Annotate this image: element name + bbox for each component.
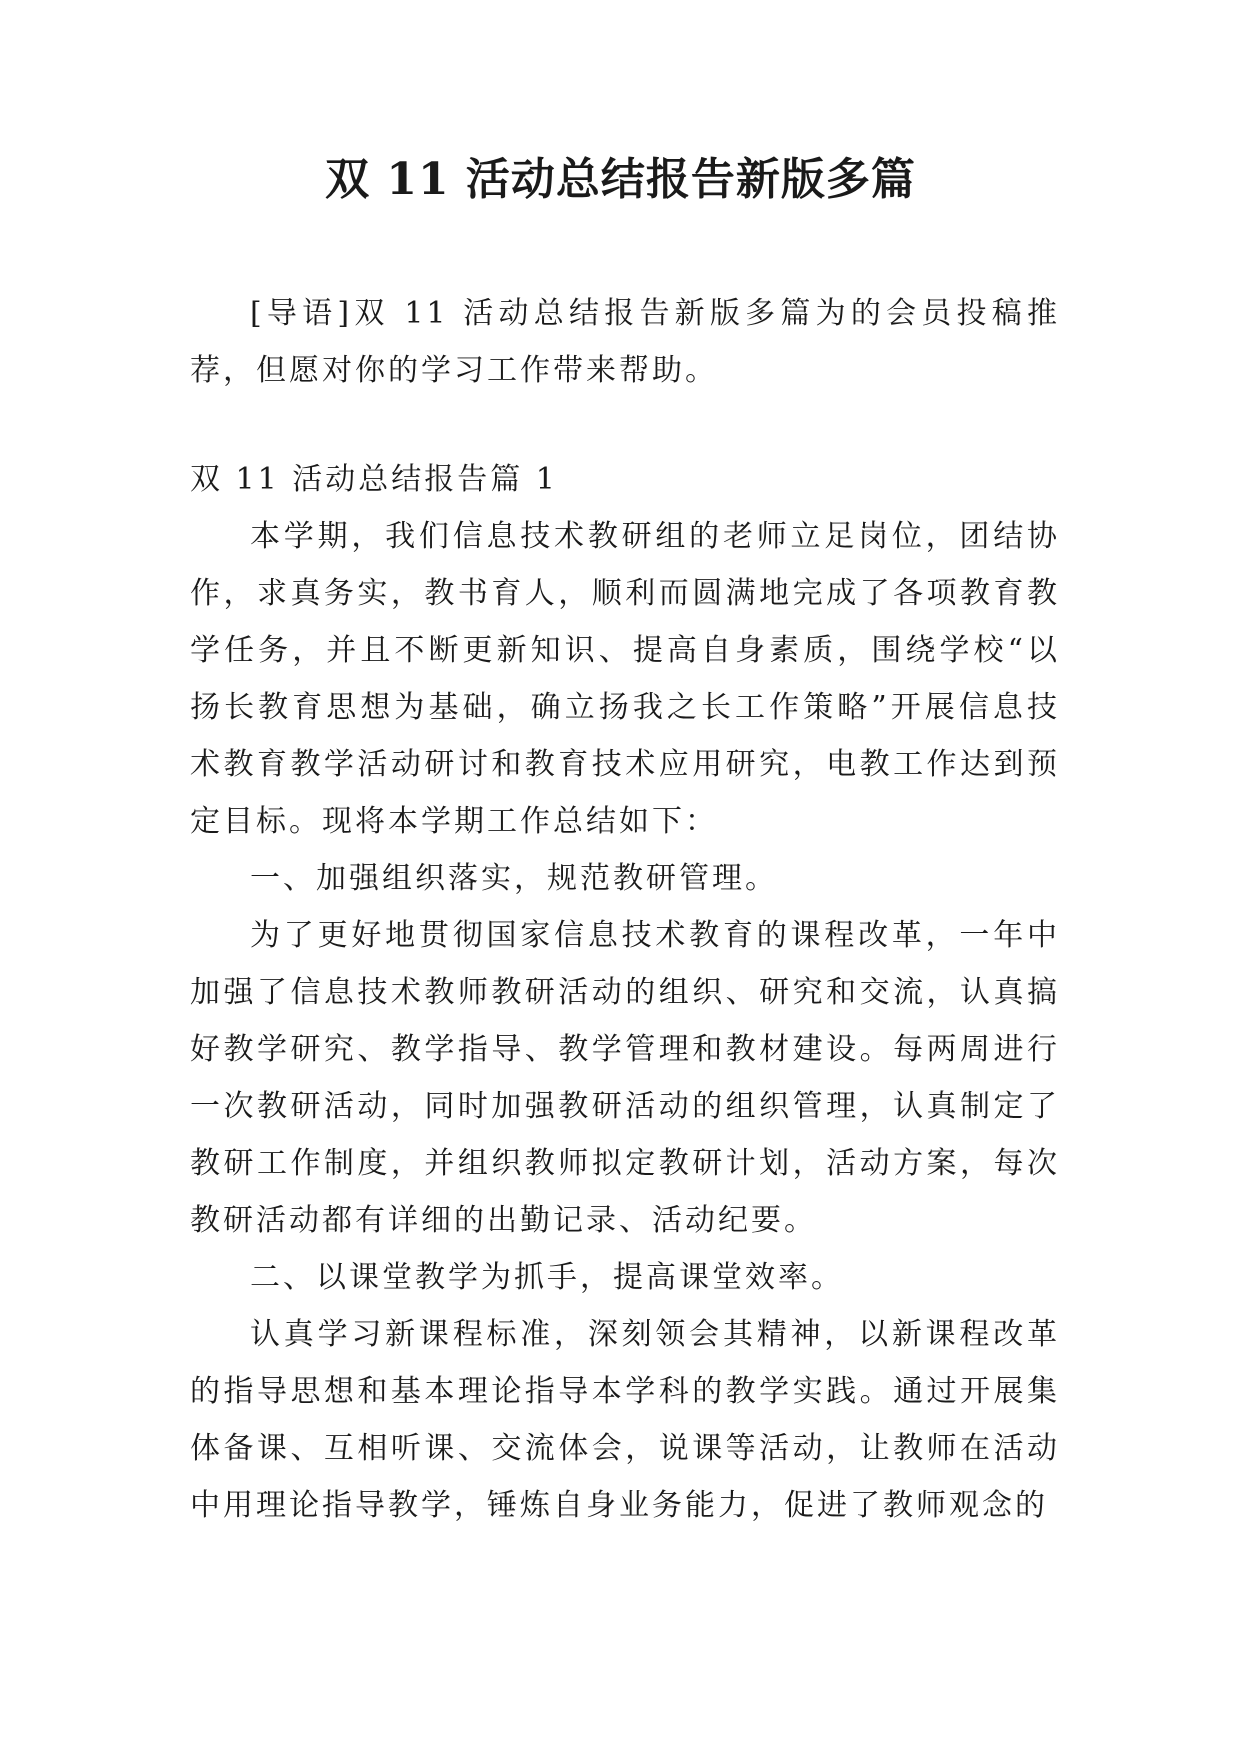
- body-paragraph: 为了更好地贯彻国家信息技术教育的课程改革，一年中加强了信息技术教师教研活动的组织、研究和交流，认真搞好教学研究、教学指导、教学管理和教材建设。每两周进行一次教研活动，同时加强教研活动的组织管理，认真制定了教研工作制度，并组织教师拟定教研计划，活动方案，每次教研活动都有详细的出勤记录、活动纪要。: [190, 918, 1060, 1238]
- subheading-paragraph: 一、加强组织落实，规范教研管理。: [250, 861, 778, 896]
- spacer: [190, 399, 1060, 451]
- subheading-paragraph: 二、以课堂教学为抓手，提高课堂效率。: [250, 1260, 844, 1295]
- section-heading: 双 11 活动总结报告篇 1: [190, 462, 558, 497]
- body-paragraph: 本学期，我们信息技术教研组的老师立足岗位，团结协作，求真务实，教书育人，顺利而圆满地完成了各项教育教学任务，并且不断更新知识、提高自身素质，围绕学校“以扬长教育思想为基础，确立扬我之长工作策略”开展信息技术教育教学活动研讨和教育技术应用研究，电教工作达到预定目标。现将本学期工作总结如下：: [190, 519, 1060, 839]
- document-title: 双 11 活动总结报告新版多篇: [325, 154, 916, 205]
- intro-paragraph: [导语]双 11 活动总结报告新版多篇为的会员投稿推荐，但愿对你的学习工作带来帮助。: [190, 296, 1060, 388]
- document-body: [190, 285, 1060, 1534]
- body-paragraph: 认真学习新课程标准，深刻领会其精神，以新课程改革的指导思想和基本理论指导本学科的教学实践。通过开展集体备课、互相听课、交流体会，说课等活动，让教师在活动中用理论指导教学，锤炼自身业务能力，促进了教师观念的: [190, 1317, 1060, 1523]
